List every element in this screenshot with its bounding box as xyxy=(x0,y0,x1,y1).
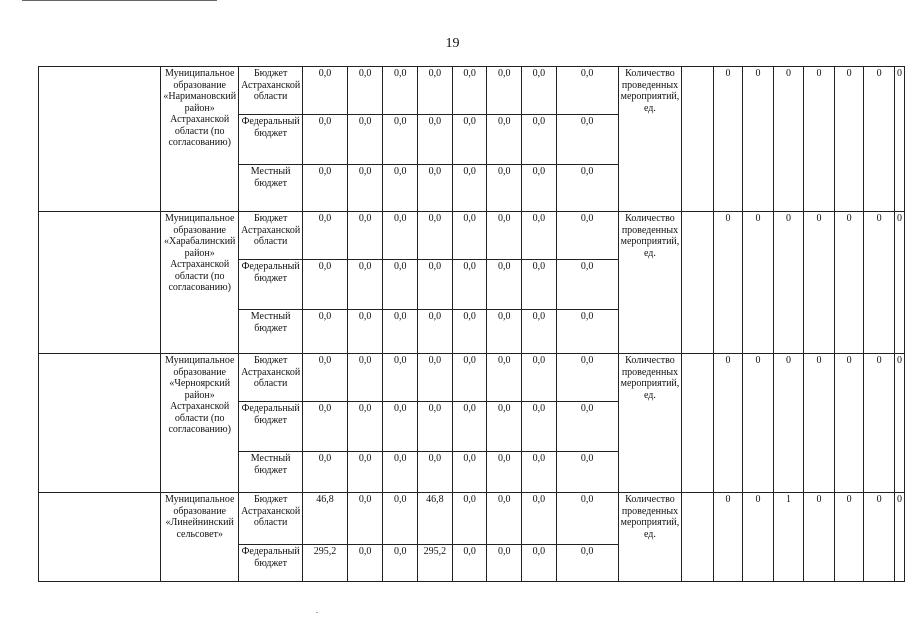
funding-value-cell: 0,0 xyxy=(347,402,383,452)
scan-speck xyxy=(316,612,318,613)
funding-value-cell: 0,0 xyxy=(383,493,418,545)
budget-source: Местный бюджет xyxy=(239,452,303,493)
funding-value-cell: 0,0 xyxy=(347,310,383,354)
funding-value-cell: 295,2 xyxy=(418,545,453,582)
funding-value-cell: 0,0 xyxy=(418,260,453,310)
indicator-value-cell: 0 xyxy=(804,354,835,493)
blank-cell xyxy=(39,212,161,354)
funding-value-cell: 0,0 xyxy=(383,310,418,354)
funding-value-cell: 0,0 xyxy=(452,402,487,452)
top-rule xyxy=(22,0,217,1)
funding-value-cell: 46,8 xyxy=(418,493,453,545)
funding-value-cell: 0,0 xyxy=(303,260,348,310)
funding-value-cell: 0,0 xyxy=(556,452,618,493)
indicator-value-cell: 0 xyxy=(804,67,835,212)
funding-value-cell: 0,0 xyxy=(522,545,557,582)
indicator-value-cell: 0 xyxy=(834,354,864,493)
funding-value-cell: 0,0 xyxy=(556,493,618,545)
funding-value-cell: 0,0 xyxy=(452,354,487,402)
funding-value-cell: 0,0 xyxy=(383,354,418,402)
funding-value-cell: 0,0 xyxy=(347,354,383,402)
indicator-value-cell: 0 xyxy=(895,493,905,582)
funding-value-cell: 0,0 xyxy=(487,115,522,165)
funding-value-cell: 0,0 xyxy=(487,67,522,115)
funding-value-cell: 0,0 xyxy=(522,67,557,115)
indicator-value-cell: 0 xyxy=(895,67,905,212)
funding-value-cell: 0,0 xyxy=(452,115,487,165)
indicator-value-cell: 0 xyxy=(773,212,804,354)
budget-source: Бюджет Астраханской области xyxy=(239,493,303,545)
funding-value-cell: 0,0 xyxy=(556,67,618,115)
funding-value-cell: 0,0 xyxy=(487,212,522,260)
funding-value-cell: 0,0 xyxy=(556,212,618,260)
municipality-name: Муниципальное образование «Наримановский район» Астраханской области (по согласованию) xyxy=(161,67,239,212)
funding-value-cell: 0,0 xyxy=(383,260,418,310)
funding-value-cell: 0,0 xyxy=(556,165,618,212)
municipality-name: Муниципальное образование «Черноярский район» Астраханской области (по согласованию) xyxy=(161,354,239,493)
indicator-value-cell: 0 xyxy=(713,354,743,493)
table-row xyxy=(39,67,905,115)
funding-value-cell: 0,0 xyxy=(487,545,522,582)
budget-source: Федеральный бюджет xyxy=(239,402,303,452)
municipality-name: Муниципальное образование «Линейнинский сельсовет» xyxy=(161,493,239,582)
budget-source: Местный бюджет xyxy=(239,310,303,354)
budget-table xyxy=(38,66,905,582)
funding-value-cell: 0,0 xyxy=(383,545,418,582)
funding-value-cell: 0,0 xyxy=(303,310,348,354)
funding-value-cell: 0,0 xyxy=(452,493,487,545)
indicator-value-cell: 1 xyxy=(773,493,804,582)
funding-value-cell: 0,0 xyxy=(383,402,418,452)
funding-value-cell: 0,0 xyxy=(303,165,348,212)
indicator-name: Количество проведенных мероприятий, ед. xyxy=(618,493,682,582)
funding-value-cell: 0,0 xyxy=(452,165,487,212)
indicator-value-cell: 0 xyxy=(864,212,895,354)
funding-value-cell: 0,0 xyxy=(556,310,618,354)
funding-value-cell: 0,0 xyxy=(487,165,522,212)
indicator-value-cell: 0 xyxy=(713,212,743,354)
indicator-value-cell: 0 xyxy=(713,493,743,582)
indicator-value-cell: 0 xyxy=(834,212,864,354)
funding-value-cell: 0,0 xyxy=(487,260,522,310)
funding-value-cell: 0,0 xyxy=(303,354,348,402)
funding-value-cell: 0,0 xyxy=(487,310,522,354)
indicator-value-cell: 0 xyxy=(864,354,895,493)
funding-value-cell: 0,0 xyxy=(487,354,522,402)
funding-value-cell: 0,0 xyxy=(347,545,383,582)
indicator-value-cell: 0 xyxy=(743,493,774,582)
indicator-value-cell: 0 xyxy=(743,67,774,212)
blank-cell xyxy=(682,354,713,493)
table-row xyxy=(39,354,905,402)
funding-value-cell: 0,0 xyxy=(487,493,522,545)
indicator-value-cell: 0 xyxy=(773,67,804,212)
funding-value-cell: 0,0 xyxy=(522,115,557,165)
funding-value-cell: 0,0 xyxy=(452,452,487,493)
funding-value-cell: 0,0 xyxy=(303,115,348,165)
indicator-value-cell: 0 xyxy=(834,493,864,582)
funding-value-cell: 0,0 xyxy=(418,165,453,212)
funding-value-cell: 0,0 xyxy=(522,493,557,545)
funding-value-cell: 0,0 xyxy=(347,165,383,212)
funding-value-cell: 0,0 xyxy=(418,354,453,402)
indicator-value-cell: 0 xyxy=(743,212,774,354)
funding-value-cell: 0,0 xyxy=(452,67,487,115)
funding-value-cell: 0,0 xyxy=(383,67,418,115)
funding-value-cell: 295,2 xyxy=(303,545,348,582)
funding-value-cell: 0,0 xyxy=(418,310,453,354)
indicator-value-cell: 0 xyxy=(864,493,895,582)
funding-value-cell: 0,0 xyxy=(522,452,557,493)
indicator-name: Количество проведенных мероприятий, ед. xyxy=(618,212,682,354)
funding-value-cell: 0,0 xyxy=(383,165,418,212)
funding-value-cell: 0,0 xyxy=(418,212,453,260)
municipality-name: Муниципальное образование «Харабалинский район» Астраханской области (по согласованию) xyxy=(161,212,239,354)
funding-value-cell: 0,0 xyxy=(556,354,618,402)
funding-value-cell: 0,0 xyxy=(556,115,618,165)
funding-value-cell: 0,0 xyxy=(303,452,348,493)
indicator-value-cell: 0 xyxy=(864,67,895,212)
funding-value-cell: 0,0 xyxy=(452,545,487,582)
funding-value-cell: 0,0 xyxy=(522,310,557,354)
blank-cell xyxy=(682,493,713,582)
funding-value-cell: 0,0 xyxy=(303,212,348,260)
funding-value-cell: 0,0 xyxy=(347,212,383,260)
blank-cell xyxy=(39,493,161,582)
blank-cell xyxy=(682,212,713,354)
funding-value-cell: 0,0 xyxy=(522,165,557,212)
funding-value-cell: 0,0 xyxy=(418,67,453,115)
table-row xyxy=(39,493,905,545)
budget-source: Бюджет Астраханской области xyxy=(239,67,303,115)
indicator-value-cell: 0 xyxy=(804,493,835,582)
funding-value-cell: 0,0 xyxy=(418,402,453,452)
funding-value-cell: 0,0 xyxy=(347,493,383,545)
blank-cell xyxy=(39,354,161,493)
funding-value-cell: 0,0 xyxy=(303,402,348,452)
indicator-name: Количество проведенных мероприятий, ед. xyxy=(618,354,682,493)
indicator-value-cell: 0 xyxy=(895,354,905,493)
funding-value-cell: 0,0 xyxy=(522,354,557,402)
indicator-value-cell: 0 xyxy=(804,212,835,354)
blank-cell xyxy=(682,67,713,212)
budget-source: Федеральный бюджет xyxy=(239,115,303,165)
indicator-value-cell: 0 xyxy=(713,67,743,212)
indicator-value-cell: 0 xyxy=(895,212,905,354)
funding-value-cell: 0,0 xyxy=(556,545,618,582)
budget-source: Федеральный бюджет xyxy=(239,545,303,582)
funding-value-cell: 0,0 xyxy=(452,212,487,260)
page-number: 19 xyxy=(445,36,460,51)
funding-value-cell: 0,0 xyxy=(452,310,487,354)
funding-value-cell: 0,0 xyxy=(452,260,487,310)
indicator-value-cell: 0 xyxy=(773,354,804,493)
funding-value-cell: 0,0 xyxy=(556,260,618,310)
funding-value-cell: 0,0 xyxy=(522,260,557,310)
funding-value-cell: 0,0 xyxy=(487,402,522,452)
funding-value-cell: 46,8 xyxy=(303,493,348,545)
blank-cell xyxy=(39,67,161,212)
funding-value-cell: 0,0 xyxy=(418,452,453,493)
funding-value-cell: 0,0 xyxy=(556,402,618,452)
funding-value-cell: 0,0 xyxy=(522,402,557,452)
budget-source: Местный бюджет xyxy=(239,165,303,212)
funding-value-cell: 0,0 xyxy=(487,452,522,493)
funding-value-cell: 0,0 xyxy=(418,115,453,165)
funding-value-cell: 0,0 xyxy=(383,452,418,493)
funding-value-cell: 0,0 xyxy=(522,212,557,260)
funding-value-cell: 0,0 xyxy=(347,260,383,310)
budget-source: Бюджет Астраханской области xyxy=(239,212,303,260)
budget-source: Федеральный бюджет xyxy=(239,260,303,310)
table-row xyxy=(39,212,905,260)
funding-value-cell: 0,0 xyxy=(347,452,383,493)
funding-value-cell: 0,0 xyxy=(383,212,418,260)
budget-source: Бюджет Астраханской области xyxy=(239,354,303,402)
indicator-value-cell: 0 xyxy=(834,67,864,212)
funding-value-cell: 0,0 xyxy=(383,115,418,165)
indicator-name: Количество проведенных мероприятий, ед. xyxy=(618,67,682,212)
funding-value-cell: 0,0 xyxy=(303,67,348,115)
funding-value-cell: 0,0 xyxy=(347,67,383,115)
funding-value-cell: 0,0 xyxy=(347,115,383,165)
indicator-value-cell: 0 xyxy=(743,354,774,493)
